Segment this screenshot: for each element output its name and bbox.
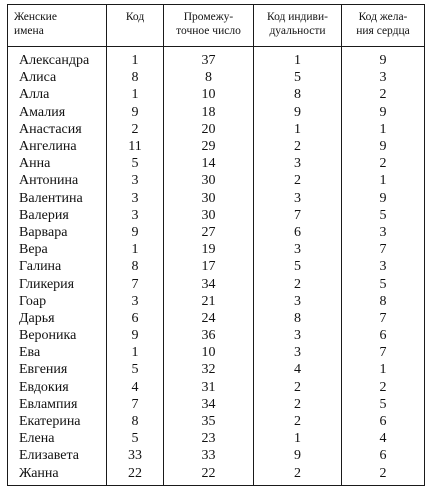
cell-name: Екатерина: [8, 413, 107, 430]
cell-code: 3: [107, 207, 164, 224]
cell-heart-desire: 4: [342, 430, 425, 447]
cell-individuality: 5: [254, 258, 342, 275]
table-row: [8, 172, 425, 189]
cell-heart-desire: 2: [342, 465, 425, 486]
cell-code: 5: [107, 361, 164, 378]
cell-individuality: 8: [254, 86, 342, 103]
header-line: Код жела-: [358, 11, 408, 23]
cell-individuality: 9: [254, 447, 342, 464]
cell-name: Александра: [8, 47, 107, 70]
header-intermediate-number: [164, 5, 254, 47]
cell-name: Ангелина: [8, 138, 107, 155]
cell-heart-desire: 8: [342, 293, 425, 310]
cell-name: Евлампия: [8, 396, 107, 413]
cell-intermediate: 36: [164, 327, 254, 344]
cell-code: 9: [107, 104, 164, 121]
cell-name: Валерия: [8, 207, 107, 224]
cell-intermediate: 19: [164, 241, 254, 258]
cell-heart-desire: 5: [342, 275, 425, 292]
cell-intermediate: 22: [164, 465, 254, 486]
table-row: [8, 155, 425, 172]
cell-heart-desire: 7: [342, 344, 425, 361]
cell-code: 6: [107, 310, 164, 327]
cell-heart-desire: 9: [342, 104, 425, 121]
cell-heart-desire: 2: [342, 379, 425, 396]
cell-intermediate: 34: [164, 275, 254, 292]
cell-name: Галина: [8, 258, 107, 275]
header-line: имена: [14, 25, 44, 37]
cell-name: Алла: [8, 86, 107, 103]
cell-code: 11: [107, 138, 164, 155]
cell-heart-desire: 7: [342, 241, 425, 258]
cell-code: 7: [107, 396, 164, 413]
cell-intermediate: 10: [164, 86, 254, 103]
cell-code: 8: [107, 258, 164, 275]
table-row: [8, 190, 425, 207]
cell-code: 1: [107, 86, 164, 103]
cell-intermediate: 20: [164, 121, 254, 138]
cell-individuality: 3: [254, 190, 342, 207]
cell-individuality: 2: [254, 396, 342, 413]
cell-name: Алиса: [8, 69, 107, 86]
header-heart-desire-code: [342, 5, 425, 47]
cell-name: Анастасия: [8, 121, 107, 138]
cell-intermediate: 10: [164, 344, 254, 361]
cell-individuality: 6: [254, 224, 342, 241]
cell-name: Жанна: [8, 465, 107, 486]
table-header: [8, 5, 425, 47]
table-row: [8, 104, 425, 121]
header-line: дуальности: [269, 25, 326, 37]
table-row: [8, 396, 425, 413]
cell-code: 3: [107, 172, 164, 189]
cell-code: 8: [107, 413, 164, 430]
cell-individuality: 5: [254, 69, 342, 86]
cell-intermediate: 35: [164, 413, 254, 430]
cell-individuality: 2: [254, 465, 342, 486]
cell-heart-desire: 2: [342, 155, 425, 172]
cell-code: 1: [107, 241, 164, 258]
cell-individuality: 3: [254, 293, 342, 310]
table-row: [8, 86, 425, 103]
cell-intermediate: 18: [164, 104, 254, 121]
cell-intermediate: 34: [164, 396, 254, 413]
cell-code: 2: [107, 121, 164, 138]
header-line: точное число: [176, 25, 241, 37]
table-row: [8, 207, 425, 224]
cell-individuality: 1: [254, 121, 342, 138]
cell-individuality: 2: [254, 138, 342, 155]
table-row: [8, 465, 425, 486]
cell-name: Вероника: [8, 327, 107, 344]
cell-intermediate: 32: [164, 361, 254, 378]
cell-code: 5: [107, 430, 164, 447]
table-row: [8, 69, 425, 86]
table-row: [8, 121, 425, 138]
cell-heart-desire: 9: [342, 190, 425, 207]
cell-code: 5: [107, 155, 164, 172]
table-row: [8, 224, 425, 241]
cell-code: 4: [107, 379, 164, 396]
cell-intermediate: 37: [164, 47, 254, 70]
table-row: [8, 258, 425, 275]
cell-intermediate: 14: [164, 155, 254, 172]
cell-name: Ева: [8, 344, 107, 361]
table-row: [8, 138, 425, 155]
cell-individuality: 1: [254, 47, 342, 70]
cell-heart-desire: 6: [342, 413, 425, 430]
cell-heart-desire: 5: [342, 207, 425, 224]
cell-individuality: 8: [254, 310, 342, 327]
header-line: Женские: [14, 11, 57, 23]
cell-name: Вера: [8, 241, 107, 258]
cell-heart-desire: 6: [342, 447, 425, 464]
cell-code: 9: [107, 327, 164, 344]
cell-heart-desire: 1: [342, 172, 425, 189]
cell-heart-desire: 9: [342, 47, 425, 70]
cell-code: 33: [107, 447, 164, 464]
cell-code: 7: [107, 275, 164, 292]
cell-name: Антонина: [8, 172, 107, 189]
cell-individuality: 4: [254, 361, 342, 378]
header-code: [107, 5, 164, 47]
cell-intermediate: 29: [164, 138, 254, 155]
cell-code: 9: [107, 224, 164, 241]
cell-intermediate: 33: [164, 447, 254, 464]
cell-individuality: 1: [254, 430, 342, 447]
table-row: [8, 293, 425, 310]
cell-name: Евгения: [8, 361, 107, 378]
cell-name: Гоар: [8, 293, 107, 310]
cell-intermediate: 31: [164, 379, 254, 396]
cell-individuality: 3: [254, 327, 342, 344]
header-line: Код индиви-: [267, 11, 328, 23]
cell-name: Елена: [8, 430, 107, 447]
cell-heart-desire: 1: [342, 361, 425, 378]
table-row: [8, 344, 425, 361]
header-line: Код: [125, 11, 145, 23]
cell-intermediate: 23: [164, 430, 254, 447]
header-row: [8, 5, 425, 47]
cell-individuality: 2: [254, 379, 342, 396]
cell-heart-desire: 2: [342, 86, 425, 103]
table-row: [8, 327, 425, 344]
cell-code: 3: [107, 293, 164, 310]
cell-intermediate: 24: [164, 310, 254, 327]
names-table: [7, 4, 425, 486]
cell-code: 1: [107, 344, 164, 361]
cell-intermediate: 21: [164, 293, 254, 310]
cell-name: Анна: [8, 155, 107, 172]
cell-name: Евдокия: [8, 379, 107, 396]
cell-individuality: 7: [254, 207, 342, 224]
table-row: [8, 447, 425, 464]
cell-heart-desire: 3: [342, 69, 425, 86]
cell-name: Елизавета: [8, 447, 107, 464]
cell-heart-desire: 6: [342, 327, 425, 344]
header-line: ния сердца: [356, 25, 410, 37]
cell-code: 1: [107, 47, 164, 70]
cell-intermediate: 27: [164, 224, 254, 241]
table-row: [8, 275, 425, 292]
cell-heart-desire: 1: [342, 121, 425, 138]
cell-name: Амалия: [8, 104, 107, 121]
cell-heart-desire: 3: [342, 258, 425, 275]
table-row: [8, 241, 425, 258]
cell-name: Дарья: [8, 310, 107, 327]
header-female-names: [8, 5, 107, 47]
cell-individuality: 3: [254, 241, 342, 258]
cell-individuality: 3: [254, 344, 342, 361]
cell-individuality: 2: [254, 275, 342, 292]
cell-code: 3: [107, 190, 164, 207]
cell-individuality: 2: [254, 413, 342, 430]
cell-intermediate: 8: [164, 69, 254, 86]
table-row: [8, 430, 425, 447]
cell-name: Варвара: [8, 224, 107, 241]
table-row: [8, 310, 425, 327]
cell-individuality: 2: [254, 172, 342, 189]
cell-intermediate: 30: [164, 190, 254, 207]
cell-code: 22: [107, 465, 164, 486]
table-row: [8, 47, 425, 70]
cell-code: 8: [107, 69, 164, 86]
header-line: Промежу-: [183, 11, 234, 23]
cell-heart-desire: 7: [342, 310, 425, 327]
cell-heart-desire: 5: [342, 396, 425, 413]
cell-intermediate: 17: [164, 258, 254, 275]
cell-heart-desire: 3: [342, 224, 425, 241]
table-row: [8, 413, 425, 430]
cell-name: Гликерия: [8, 275, 107, 292]
table-row: [8, 361, 425, 378]
cell-individuality: 9: [254, 104, 342, 121]
cell-heart-desire: 9: [342, 138, 425, 155]
cell-individuality: 3: [254, 155, 342, 172]
cell-intermediate: 30: [164, 207, 254, 224]
cell-name: Валентина: [8, 190, 107, 207]
cell-intermediate: 30: [164, 172, 254, 189]
table-body: [8, 47, 425, 486]
header-individuality-code: [254, 5, 342, 47]
table-row: [8, 379, 425, 396]
